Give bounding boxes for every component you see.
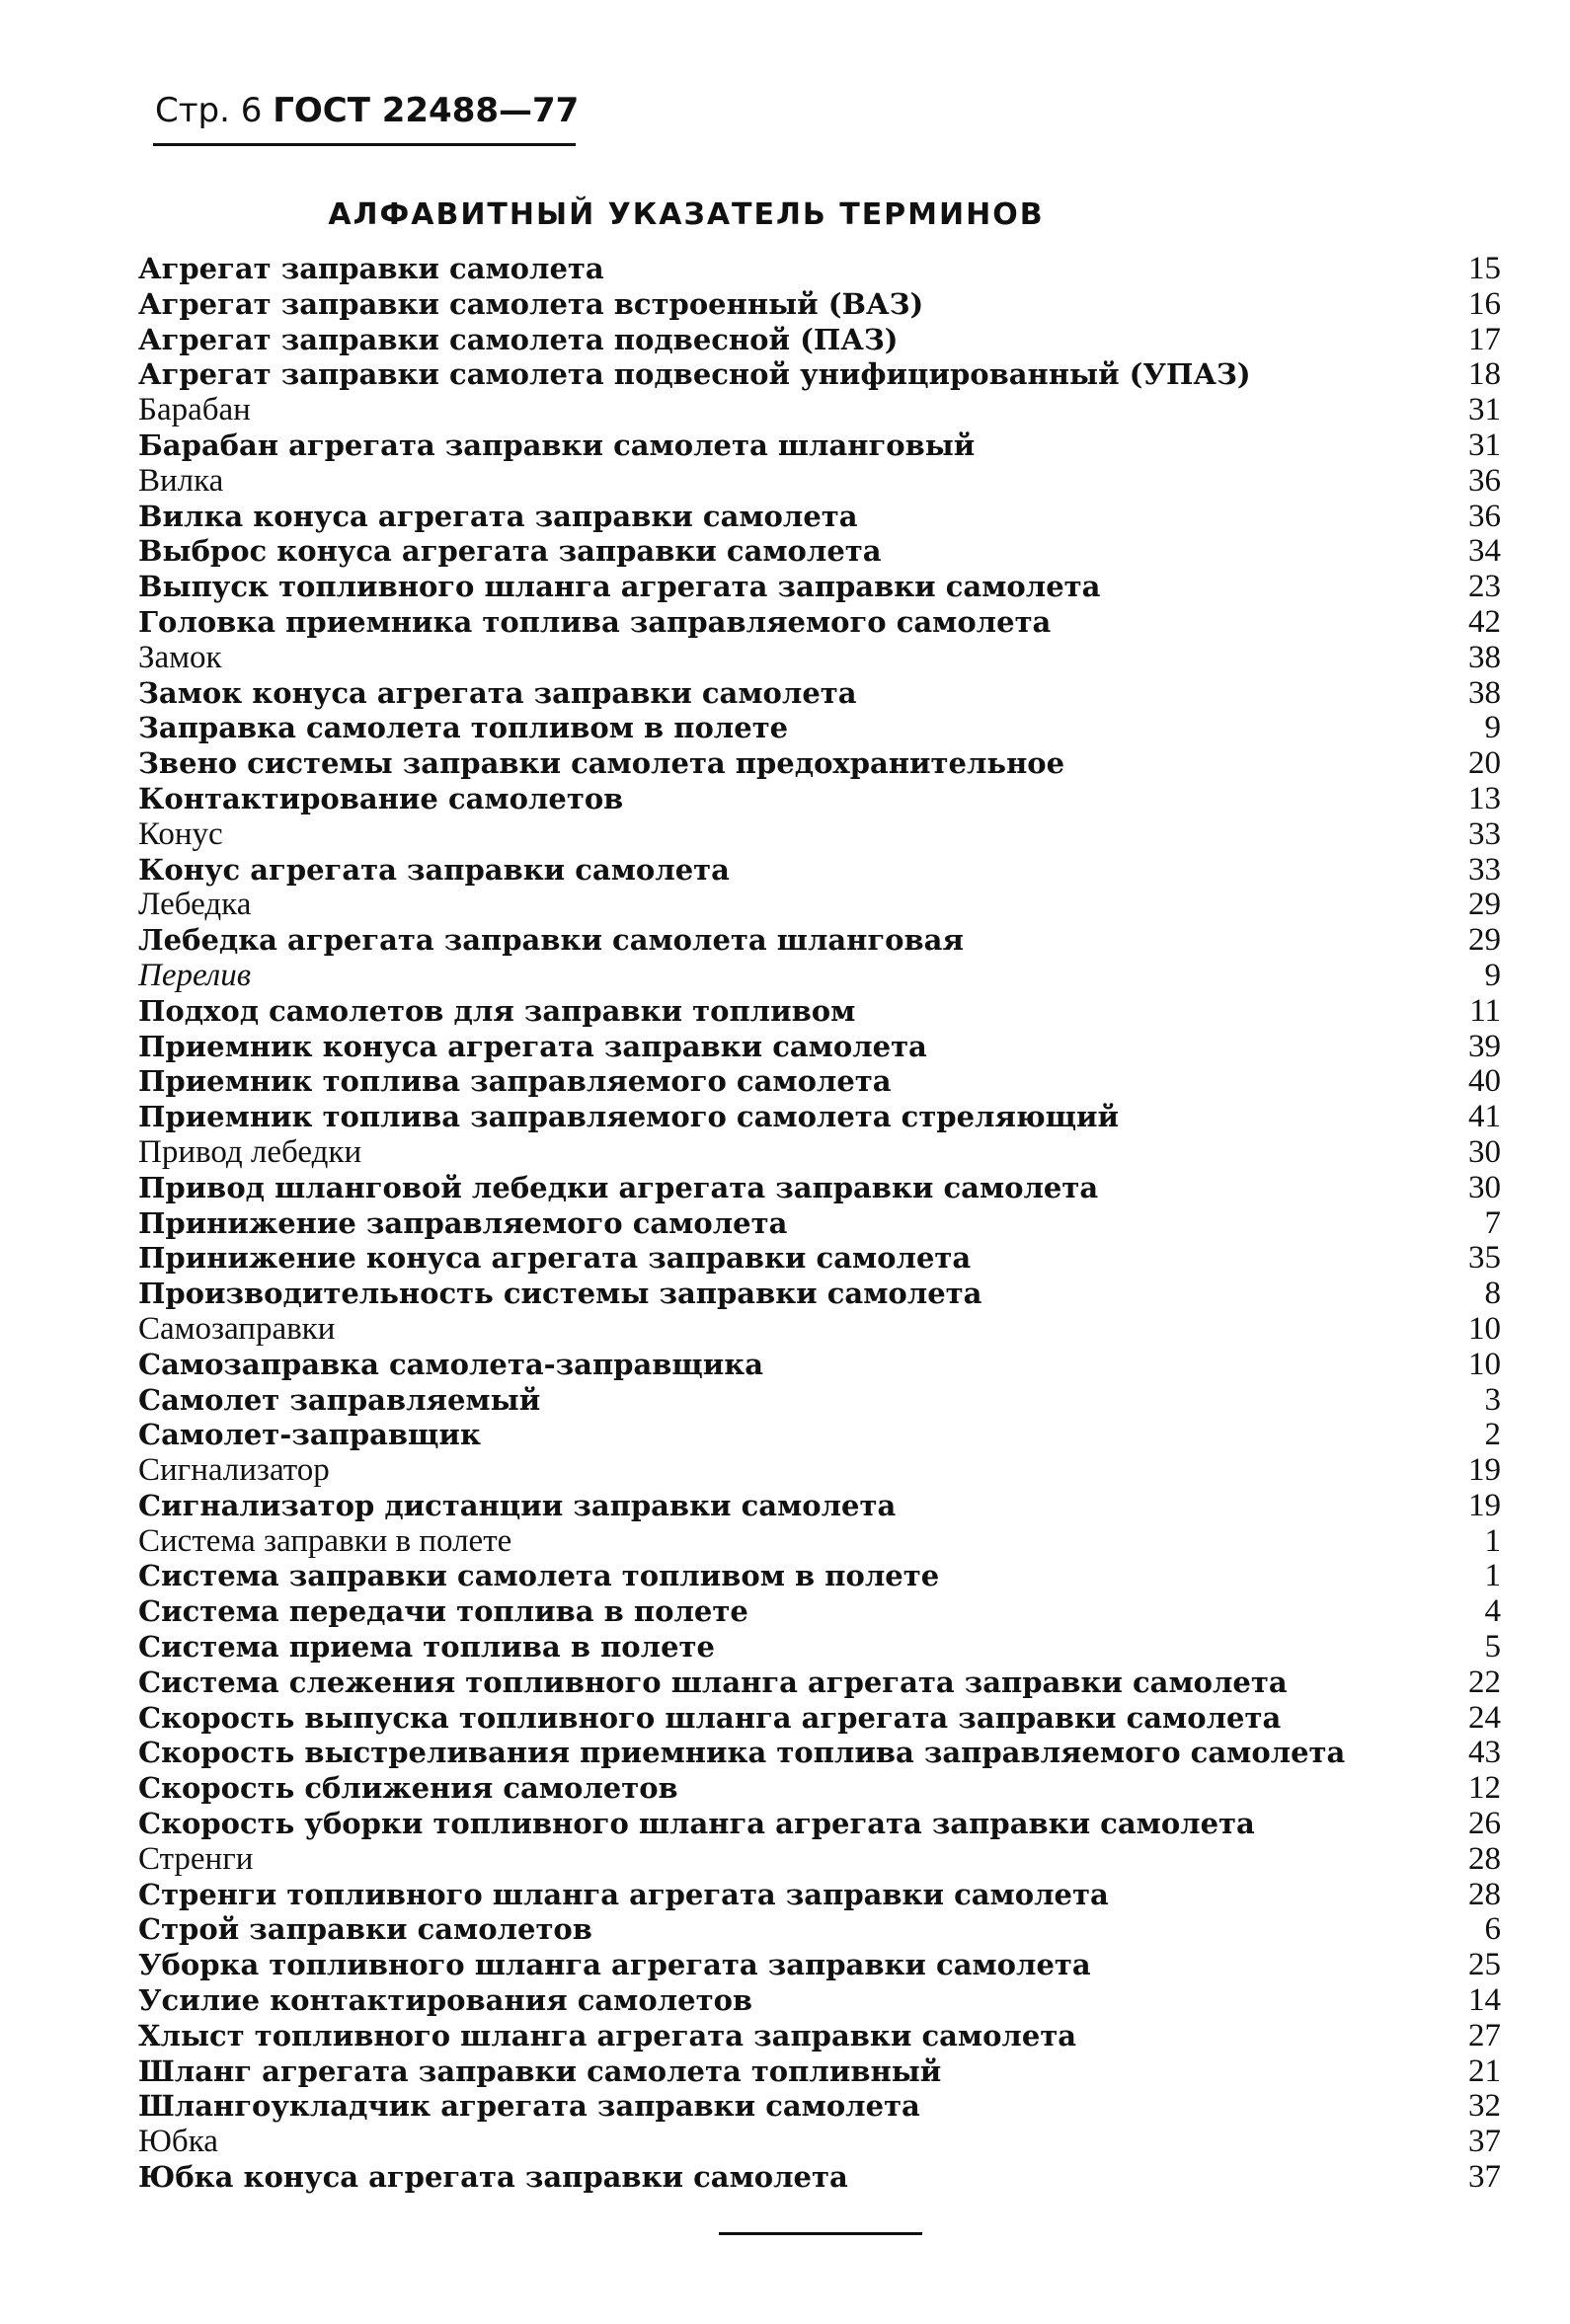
- entry-number: 13: [1468, 780, 1501, 816]
- entry-term: Звено системы заправки самолета предохранительное: [138, 746, 1065, 781]
- index-entry: [138, 1099, 1501, 1134]
- index-entry: [138, 1735, 1501, 1770]
- entry-term: Вилка: [138, 462, 224, 499]
- entry-term: Строй заправки самолетов: [138, 1912, 592, 1947]
- entry-term: Принижение заправляемого самолета: [138, 1205, 788, 1240]
- index-entry: [138, 1629, 1501, 1665]
- entry-number: 7: [1484, 1204, 1501, 1241]
- index-entry: [138, 1770, 1501, 1806]
- entry-term: Лебедка: [138, 887, 252, 923]
- entry-number: 38: [1468, 639, 1501, 675]
- entry-term: Конус: [138, 815, 223, 852]
- entry-number: 1: [1484, 1522, 1501, 1559]
- entry-term: Замок: [138, 639, 222, 675]
- entry-term: Система передачи топлива в полете: [138, 1594, 748, 1629]
- entry-term: Приемник топлива заправляемого самолета: [138, 1064, 892, 1099]
- index-entry: [138, 1558, 1501, 1593]
- entry-term: Заправка самолета топливом в полете: [138, 711, 789, 745]
- entry-term: Самолет-заправщик: [138, 1418, 481, 1452]
- entry-term: Конус агрегата заправки самолета: [138, 852, 730, 887]
- entry-number: 12: [1468, 1770, 1501, 1807]
- index-entry: [138, 1205, 1501, 1241]
- entry-number: 9: [1484, 710, 1501, 746]
- index-entry: [138, 286, 1501, 322]
- entry-number: 19: [1468, 1487, 1501, 1523]
- entry-number: 15: [1468, 251, 1501, 286]
- entry-term: Принижение конуса агрегата заправки самолета: [138, 1241, 972, 1276]
- entry-term: Агрегат заправки самолета подвесной унифицированный (УПАЗ): [138, 357, 1251, 392]
- entry-term: Стренги топливного шланга агрегата заправки самолета: [138, 1877, 1109, 1911]
- index-entry: [138, 1806, 1501, 1841]
- entry-term: Приемник топлива заправляемого самолета стреляющий: [138, 1100, 1120, 1134]
- entry-number: 23: [1468, 569, 1501, 605]
- entry-number: 26: [1468, 1806, 1501, 1842]
- entry-number: 31: [1468, 392, 1501, 428]
- entry-term: Шланг агрегата заправки самолета топливный: [138, 2053, 942, 2088]
- document-id: ГОСТ 22488—77: [273, 91, 580, 130]
- entry-term: Барабан: [138, 392, 251, 428]
- index-entry: [138, 1029, 1501, 1064]
- entry-term: Шлангоукладчик агрегата заправки самолета: [138, 2089, 920, 2124]
- entry-term: Подход самолетов для заправки топливом: [138, 993, 856, 1028]
- index-entry: [138, 604, 1501, 640]
- entry-term: Юбка: [138, 2124, 218, 2160]
- entry-term: Агрегат заправки самолета подвесной (ПАЗ): [138, 322, 899, 356]
- index-entry: [138, 1382, 1501, 1418]
- entry-term: Скорость сближения самолетов: [138, 1771, 678, 1806]
- entry-number: 37: [1468, 2124, 1501, 2160]
- index-title: АЛФАВИТНЫЙ УКАЗАТЕЛЬ ТЕРМИНОВ: [328, 197, 1045, 232]
- entry-term: Вилка конуса агрегата заправки самолета: [138, 499, 858, 533]
- index-entry: [138, 569, 1501, 604]
- index-entry: [138, 640, 1501, 675]
- index-entry: [138, 2159, 1501, 2195]
- page-header: [155, 91, 579, 130]
- index-entry: [138, 392, 1501, 427]
- entry-term: Скорость выпуска топливного шланга агрегата заправки самолета: [138, 1700, 1282, 1735]
- entry-term: Скорость выстреливания приемника топлива заправляемого самолета: [138, 1736, 1346, 1770]
- entry-term: Барабан агрегата заправки самолета шланговый: [138, 427, 976, 462]
- entry-term: Самолет заправляемый: [138, 1382, 541, 1417]
- entry-term: Сигнализатор: [138, 1452, 330, 1489]
- entry-number: 36: [1468, 462, 1501, 499]
- index-entry: [138, 463, 1501, 499]
- entry-number: 36: [1468, 498, 1501, 534]
- entry-number: 16: [1468, 285, 1501, 322]
- index-entry: [138, 1700, 1501, 1736]
- index-entry: [138, 1488, 1501, 1523]
- index-entry: [138, 1134, 1501, 1170]
- index-entry: [138, 322, 1501, 357]
- index-entry: [138, 993, 1501, 1029]
- entry-number: 19: [1468, 1452, 1501, 1489]
- entry-number: 28: [1468, 1840, 1501, 1877]
- entry-number: 6: [1484, 1911, 1501, 1948]
- entry-number: 3: [1484, 1381, 1501, 1418]
- index-entry: [138, 2018, 1501, 2053]
- index-entry: [138, 1665, 1501, 1700]
- entry-number: 14: [1468, 1982, 1501, 2019]
- entry-term: Система приема топлива в полете: [138, 1630, 715, 1665]
- entry-term: Лебедка агрегата заправки самолета шланговая: [138, 923, 964, 958]
- entry-number: 5: [1484, 1629, 1501, 1666]
- entry-number: 38: [1468, 674, 1501, 711]
- index-entry: [138, 1276, 1501, 1311]
- entry-number: 30: [1468, 1133, 1501, 1170]
- entry-number: 10: [1468, 1310, 1501, 1347]
- entry-number: 21: [1468, 2053, 1501, 2089]
- entry-number: 8: [1484, 1276, 1501, 1312]
- entry-term: Перелив: [138, 957, 252, 993]
- index-entry: [138, 958, 1501, 993]
- entry-number: 22: [1468, 1664, 1501, 1700]
- entry-term: Стренги: [138, 1840, 254, 1877]
- index-entry: [138, 1311, 1501, 1347]
- index-entry: [138, 499, 1501, 534]
- index-entry: [138, 1911, 1501, 1947]
- entry-number: 17: [1468, 321, 1501, 357]
- index-entry: [138, 852, 1501, 888]
- index-entry: [138, 887, 1501, 922]
- entry-number: 41: [1468, 1099, 1501, 1135]
- entry-number: 33: [1468, 815, 1501, 852]
- entry-term: Привод лебедки: [138, 1133, 362, 1170]
- entry-term: Сигнализатор дистанции заправки самолета: [138, 1488, 897, 1522]
- index-entry: [138, 1593, 1501, 1629]
- index-entry: [138, 675, 1501, 711]
- index-entry: [138, 1877, 1501, 1912]
- index-entry: [138, 1841, 1501, 1877]
- index-entry: [138, 1452, 1501, 1488]
- entry-number: 28: [1468, 1876, 1501, 1912]
- index-entry: [138, 533, 1501, 569]
- entry-number: 40: [1468, 1063, 1501, 1100]
- entry-term: Производительность системы заправки самолета: [138, 1277, 982, 1311]
- entry-number: 20: [1468, 745, 1501, 782]
- entry-number: 10: [1468, 1346, 1501, 1382]
- index-entry: [138, 356, 1501, 392]
- index-entry: [138, 1982, 1501, 2018]
- entry-term: Хлыст топливного шланга агрегата заправки самолета: [138, 2018, 1077, 2053]
- index-entry: [138, 2053, 1501, 2089]
- entry-number: 30: [1468, 1169, 1501, 1205]
- entry-number: 24: [1468, 1699, 1501, 1736]
- index-entry: [138, 2124, 1501, 2159]
- entry-term: Выброс конуса агрегата заправки самолета: [138, 534, 882, 569]
- entry-number: 31: [1468, 426, 1501, 463]
- entry-number: 11: [1469, 992, 1501, 1029]
- term-index: [138, 251, 1501, 2195]
- entry-number: 34: [1468, 533, 1501, 570]
- entry-term: Контактирование самолетов: [138, 781, 624, 815]
- entry-term: Приемник конуса агрегата заправки самолета: [138, 1029, 927, 1063]
- entry-term: Система заправки самолета топливом в полете: [138, 1559, 940, 1593]
- index-entry: [138, 922, 1501, 958]
- entry-number: 25: [1468, 1947, 1501, 1983]
- entry-term: Замок конуса агрегата заправки самолета: [138, 675, 857, 710]
- entry-term: Самозаправка самолета-заправщика: [138, 1347, 764, 1381]
- entry-number: 9: [1484, 957, 1501, 993]
- index-entry: [138, 1347, 1501, 1382]
- entry-number: 29: [1468, 887, 1501, 923]
- entry-number: 4: [1484, 1593, 1501, 1630]
- entry-term: Агрегат заправки самолета: [138, 252, 604, 285]
- index-entry: [138, 745, 1501, 781]
- entry-term: Юбка конуса агрегата заправки самолета: [138, 2160, 848, 2195]
- entry-number: 2: [1484, 1417, 1501, 1453]
- page-label: Стр. 6: [155, 91, 263, 130]
- index-entry: [138, 427, 1501, 463]
- header-rule: [153, 143, 576, 146]
- entry-number: 18: [1468, 356, 1501, 393]
- entry-number: 43: [1468, 1735, 1501, 1771]
- entry-term: Уборка топливного шланга агрегата заправки самолета: [138, 1948, 1091, 1982]
- footer-rule: [719, 2232, 922, 2235]
- index-entry: [138, 781, 1501, 816]
- entry-number: 35: [1468, 1240, 1501, 1277]
- entry-number: 32: [1468, 2088, 1501, 2125]
- index-entry: [138, 251, 1501, 286]
- entry-number: 1: [1484, 1558, 1501, 1594]
- index-entry: [138, 2088, 1501, 2124]
- index-entry: [138, 1063, 1501, 1099]
- entry-term: Самозаправки: [138, 1310, 336, 1347]
- index-entry: [138, 1240, 1501, 1276]
- entry-term: Система слежения топливного шланга агрегата заправки самолета: [138, 1665, 1288, 1699]
- entry-number: 42: [1468, 603, 1501, 640]
- index-entry: [138, 1170, 1501, 1205]
- entry-term: Усилие контактирования самолетов: [138, 1983, 753, 2018]
- index-entry: [138, 710, 1501, 745]
- entry-term: Выпуск топливного шланга агрегата заправки самолета: [138, 570, 1101, 604]
- entry-number: 27: [1468, 2017, 1501, 2053]
- index-entry: [138, 1417, 1501, 1452]
- entry-term: Скорость уборки топливного шланга агрегата заправки самолета: [138, 1807, 1255, 1841]
- entry-number: 37: [1468, 2159, 1501, 2196]
- entry-term: Привод шланговой лебедки агрегата заправки самолета: [138, 1170, 1099, 1204]
- index-entry: [138, 1947, 1501, 1982]
- entry-number: 39: [1468, 1028, 1501, 1064]
- entry-term: Система заправки в полете: [138, 1522, 512, 1559]
- entry-number: 33: [1468, 851, 1501, 888]
- entry-number: 29: [1468, 922, 1501, 959]
- index-entry: [138, 1523, 1501, 1559]
- entry-term: Агрегат заправки самолета встроенный (ВАЗ): [138, 286, 924, 321]
- entry-term: Головка приемника топлива заправляемого самолета: [138, 604, 1052, 639]
- index-entry: [138, 816, 1501, 852]
